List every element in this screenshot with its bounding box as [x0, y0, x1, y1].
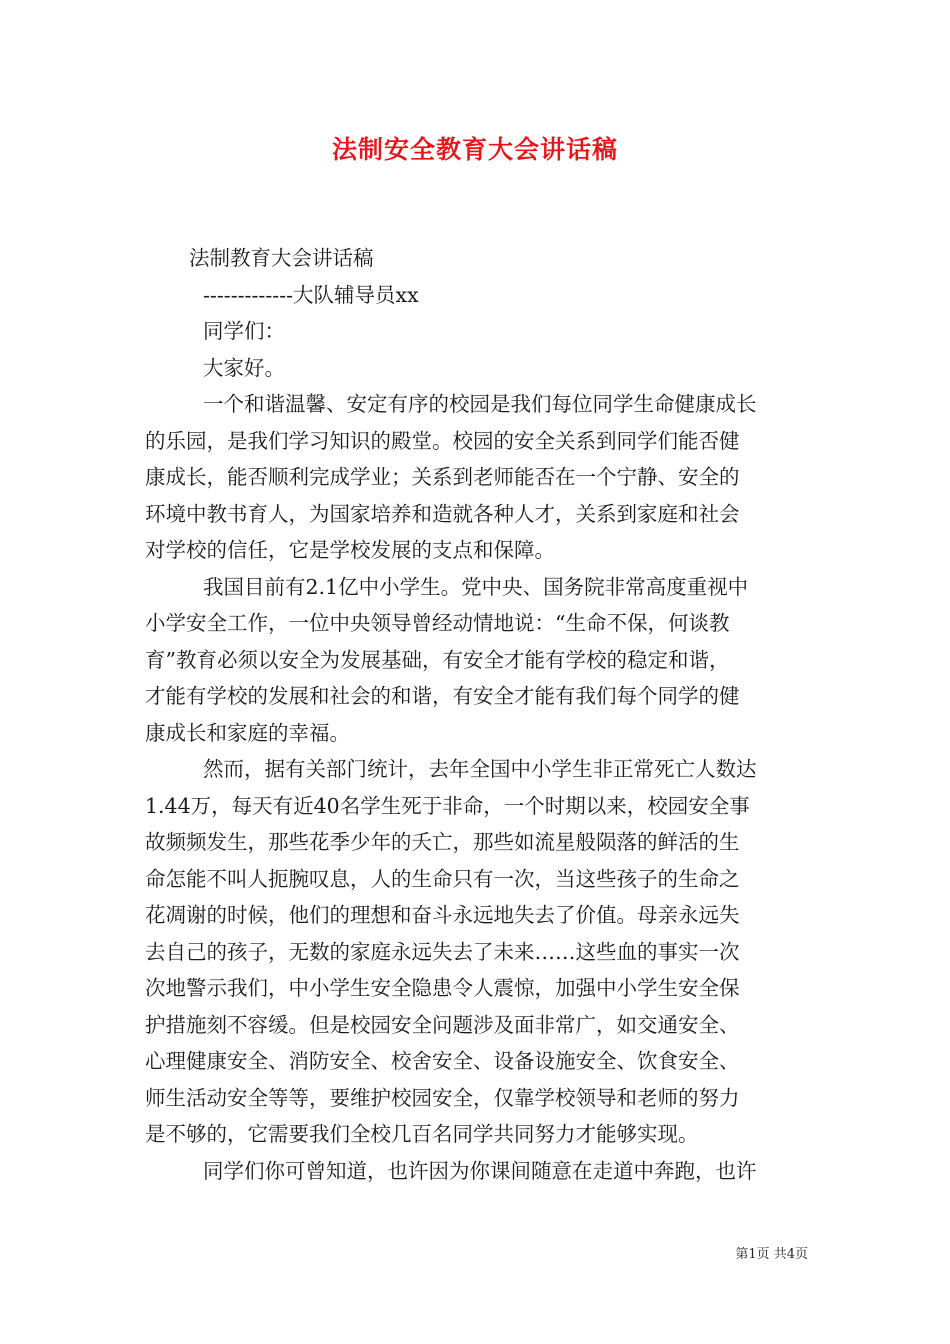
paragraph-line: 育”教育必须以安全为发展基础，有安全才能有学校的稳定和谐，	[145, 647, 730, 672]
document-body	[145, 240, 810, 1189]
greeting-line: 同学们：	[203, 319, 285, 343]
paragraph-line: 的乐园，是我们学习知识的殿堂。校园的安全关系到同学们能否健	[145, 428, 740, 453]
speech-subtitle: 法制教育大会讲话稿	[189, 246, 374, 270]
paragraph-line: 环境中教书育人，为国家培养和造就各种人才，关系到家庭和社会	[145, 501, 740, 526]
paragraph-line: 康成长和家庭的幸福。	[145, 720, 350, 745]
paragraph-line: 同学们你可曾知道，也许因为你课间随意在走道中奔跑，也许	[203, 1158, 757, 1183]
paragraph-line: 命怎能不叫人扼腕叹息，人的生命只有一次，当这些孩子的生命之	[145, 866, 740, 891]
paragraph-line: 故频频发生，那些花季少年的夭亡，那些如流星般陨落的鲜活的生	[145, 830, 740, 854]
paragraph-line: 是不够的，它需要我们全校几百名同学共同努力才能够实现。	[145, 1122, 699, 1146]
paragraph-line: 1.44万，每天有近40名学生死于非命，一个时期以来，校园安全事	[145, 793, 750, 818]
page-title: 法制安全教育大会讲话稿	[331, 135, 618, 164]
paragraph-line: 才能有学校的发展和社会的和谐，有安全才能有我们每个同学的健	[145, 684, 740, 708]
paragraph-line: 去自己的孩子，无数的家庭永远失去了未来……这些血的事实一次	[145, 939, 740, 964]
paragraph-line: 花凋谢的时候，他们的理想和奋斗永远地失去了价值。母亲永远失	[145, 903, 740, 927]
paragraph-line: 我国目前有2.1亿中小学生。党中央、国务院非常高度重视中	[203, 574, 749, 599]
paragraph-line: 次地警示我们，中小学生安全隐患令人震惊，加强中小学生安全保	[145, 976, 740, 1000]
paragraph-line: 师生活动安全等等，要维护校园安全，仅靠学校领导和老师的努力	[145, 1085, 740, 1110]
paragraph-line: 康成长，能否顺利完成学业；关系到老师能否在一个宁静、安全的	[145, 465, 740, 489]
paragraph-line: 护措施刻不容缓。但是校园安全问题涉及面非常广，如交通安全、	[145, 1012, 740, 1037]
page-number-footer: 第1页 共4页	[735, 1247, 808, 1262]
paragraph-line: 一个和谐温馨、安定有序的校园是我们每位同学生命健康成长	[203, 392, 757, 416]
salutation-line: 大家好。	[203, 355, 285, 380]
paragraph-line: 对学校的信任，它是学校发展的支点和保障。	[145, 538, 555, 562]
paragraph-line: 小学安全工作，一位中央领导曾经动情地说：“生命不保，何谈教	[145, 611, 730, 635]
paragraph-line: 然而，据有关部门统计，去年全国中小学生非正常死亡人数达	[203, 757, 757, 781]
paragraph-line: 心理健康安全、消防安全、校舍安全、设备设施安全、饮食安全、	[145, 1049, 740, 1073]
speech-byline: -------------大队辅导员xx	[203, 282, 419, 307]
